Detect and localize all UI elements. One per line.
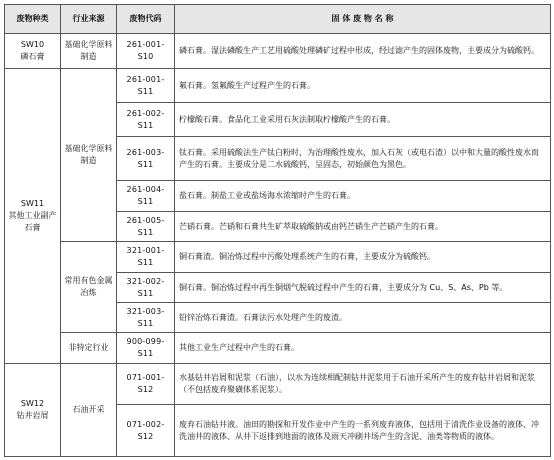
- desc-cell: 铅锌冶炼石膏渣。石膏法污水处理产生的废渣。: [175, 303, 551, 333]
- desc-cell: 柠檬酸石膏。食品化工业采用石灰法制取柠檬酸产生的石膏。: [175, 103, 551, 137]
- table-header-row: [5, 5, 551, 34]
- desc-cell: 铜石膏渣。铜冶炼过程中污酸处理系统产生的石膏，主要成分为硫酸钙。: [175, 242, 551, 273]
- desc-cell: 氟石膏。氢氟酸生产过程产生的石膏。: [175, 69, 551, 103]
- industry-cell: 常用有色金属冶炼: [61, 242, 117, 333]
- category-label: SW11 其他工业副产石膏: [8, 199, 57, 232]
- category-cell-sw12: [5, 364, 61, 457]
- code-cell: 071-001-S12: [117, 364, 175, 405]
- industry-cell: 基础化学原料制造: [61, 69, 117, 242]
- desc-cell: 废弃石油钻井液。油田的勘探和开发作业中产生的一系列废弃液体，包括用于清洗作业设备的液体、冲洗油井的液体、从井下返排到地面的液体及雨天冲刷井场产生的含泥、油类等物质的液体。: [175, 405, 551, 457]
- category-label: SW10 磷石膏: [20, 40, 45, 61]
- desc-cell: 磷石膏。湿法磷酸生产工艺用硫酸处理磷矿过程中形成，经过滤产生的固体废物，主要成分为硫酸钙。: [175, 34, 551, 69]
- code-cell: 321-003-S11: [117, 303, 175, 333]
- desc-cell: 铜石膏。铜冶炼过程中再生铜烟气脱硫过程中产生的石膏，主要成分为 Cu、S、As、Pb 等。: [175, 273, 551, 303]
- code-cell: 261-001-S11: [117, 69, 175, 103]
- category-cell-sw10: [5, 34, 61, 69]
- code-cell: 261-003-S11: [117, 137, 175, 181]
- header-industry: 行业来源: [61, 5, 117, 34]
- table-row: [5, 69, 551, 103]
- desc-cell: 盐石膏。制盐工业或盐场海水浓缩时产生的石膏。: [175, 181, 551, 212]
- header-code: 废物代码: [117, 5, 175, 34]
- code-cell: 321-001-S11: [117, 242, 175, 273]
- table-row: [5, 242, 551, 273]
- code-cell: 261-002-S11: [117, 103, 175, 137]
- waste-classification-table: [4, 4, 551, 457]
- desc-cell: 芒硝石膏。芒硝和石膏共生矿萃取硫酸钠或由钙芒硝生产芒硝产生的石膏。: [175, 212, 551, 242]
- code-cell: 261-004-S11: [117, 181, 175, 212]
- code-cell: 321-002-S11: [117, 273, 175, 303]
- table-row: [5, 34, 551, 69]
- code-cell: 071-002-S12: [117, 405, 175, 457]
- header-name: 固 体 废 物 名 称: [175, 5, 551, 34]
- code-cell: 261-005-S11: [117, 212, 175, 242]
- industry-cell: 基础化学原料制造: [61, 34, 117, 69]
- desc-cell: 钛石膏。采用硫酸法生产钛白粉时，为治理酸性废水，加入石灰（或电石渣）以中和大量的酸性废水而产生的石膏。主要成分是二水硫酸钙，呈固态，初始颜色为黑色。: [175, 137, 551, 181]
- industry-cell: 石油开采: [61, 364, 117, 457]
- desc-cell: 其他工业生产过程中产生的石膏。: [175, 333, 551, 364]
- desc-cell: 水基钻井岩屑和泥浆（石油），以水为连续相配制钻井泥浆用于石油开采所产生的废弃钻井岩屑和泥浆（不包括废弃聚磺体系泥浆）。: [175, 364, 551, 405]
- industry-cell: 非特定行业: [61, 333, 117, 364]
- category-cell-sw11: [5, 69, 61, 364]
- category-label: SW12 钻井岩屑: [16, 399, 49, 420]
- table-row: [5, 333, 551, 364]
- code-cell: 261-001-S10: [117, 34, 175, 69]
- header-category: 废物种类: [5, 5, 61, 34]
- code-cell: 900-099-S11: [117, 333, 175, 364]
- table-row: [5, 364, 551, 405]
